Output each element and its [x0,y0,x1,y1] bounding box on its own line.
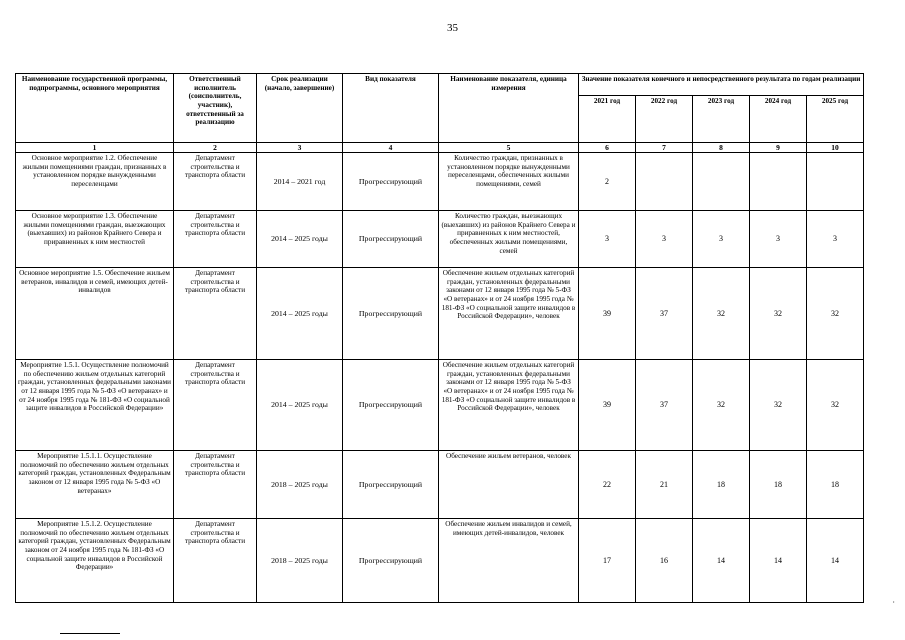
row-program-name: Основное мероприятие 1.3. Обеспечение жилыми помещениями граждан, выезжающих (выехавших) из районов Крайнего Севера и приравненных к ним местностей [16,211,174,268]
row-indicator-type: Прогрессирующий [343,519,439,603]
column-number: 2 [174,143,257,153]
header-period: Срок реализации (начало, завершение) [257,74,343,143]
column-number: 4 [343,143,439,153]
row-value [693,153,750,211]
row-indicator-type: Прогрессирующий [343,360,439,451]
header-year: 2025 год [807,96,864,143]
row-period: 2014 – 2025 годы [257,360,343,451]
row-indicator-type: Прогрессирующий [343,153,439,211]
indicators-table [15,73,864,603]
row-indicator-name: Обеспечение жильем отдельных категорий граждан, установленных федеральными законами от 12 января 1995 года № 5-ФЗ «О ветеранах» и от 24 ноября 1995 года № 181-ФЗ «О социальной защите инвалидов в Российской Федерации», человек [439,268,579,360]
column-number: 7 [636,143,693,153]
row-value: 3 [807,211,864,268]
row-value: 3 [636,211,693,268]
row-indicator-name: Обеспечение жильем ветеранов, человек [439,451,579,519]
header-values-group: Значение показателя конечного и непосредственного результата по годам реализации [579,74,864,96]
row-program-name: Основное мероприятие 1.2. Обеспечение жилыми помещениями граждан, признанных в установленном порядке вынужденными переселенцами [16,153,174,211]
row-indicator-name: Обеспечение жильем отдельных категорий граждан, установленных федеральными законами от 12 января 1995 года № 5-ФЗ «О ветеранах» и от 24 ноября 1995 года № 181-ФЗ «О социальной защите инвалидов в Российской Федерации», человек [439,360,579,451]
column-numbers-row [16,143,864,153]
row-period: 2014 – 2025 годы [257,268,343,360]
column-number: 8 [693,143,750,153]
row-value: 2 [579,153,636,211]
row-executor: Департамент строительства и транспорта области [174,268,257,360]
row-period: 2018 – 2025 годы [257,519,343,603]
row-value: 32 [807,360,864,451]
row-executor: Департамент строительства и транспорта области [174,360,257,451]
header-indicator-name: Наименование показателя, единица измерения [439,74,579,143]
row-value [807,153,864,211]
header-year: 2022 год [636,96,693,143]
row-value: 16 [636,519,693,603]
page-number: 35 [447,22,458,34]
column-number: 5 [439,143,579,153]
row-value: 18 [750,451,807,519]
column-number: 1 [16,143,174,153]
row-value: 37 [636,360,693,451]
column-number: 3 [257,143,343,153]
row-period: 2014 – 2021 год [257,153,343,211]
row-value: 3 [579,211,636,268]
row-value: 32 [693,360,750,451]
row-indicator-type: Прогрессирующий [343,451,439,519]
row-value: 39 [579,360,636,451]
header-year: 2024 год [750,96,807,143]
row-indicator-name: Количество граждан, признанных в установленном порядке вынужденными переселенцами, обеспеченных жилыми помещениями, семей [439,153,579,211]
page-footer-rule [60,633,120,634]
table-row [16,519,864,603]
row-program-name: Мероприятие 1.5.1. Осуществление полномочий по обеспечению жильем отдельных категорий граждан, установленных федеральными законами от 12 января 1995 года № 5-ФЗ «О ветеранах» и от 24 ноября 1995 года № 181-ФЗ «О социальной защите инвалидов в Российской Федерации» [16,360,174,451]
row-executor: Департамент строительства и транспорта области [174,211,257,268]
row-executor: Департамент строительства и транспорта области [174,519,257,603]
row-value [750,153,807,211]
table-row [16,451,864,519]
row-value: 21 [636,451,693,519]
header-program-name: Наименование государственной программы, подпрограммы, основного мероприятия [16,74,174,143]
row-executor: Департамент строительства и транспорта области [174,451,257,519]
row-value: 17 [579,519,636,603]
table-row [16,211,864,268]
row-value: 22 [579,451,636,519]
header-year: 2021 год [579,96,636,143]
header-year: 2023 год [693,96,750,143]
row-executor: Департамент строительства и транспорта области [174,153,257,211]
row-indicator-name: Обеспечение жильем инвалидов и семей, имеющих детей-инвалидов, человек [439,519,579,603]
row-value: 14 [693,519,750,603]
column-number: 9 [750,143,807,153]
row-program-name: Мероприятие 1.5.1.1. Осуществление полномочий по обеспечению жильем отдельных категорий граждан, установленных Федеральным законом от 12 января 1995 года № 5-ФЗ «О ветеранах» [16,451,174,519]
row-indicator-name: Количество граждан, выезжающих (выехавших) из районов Крайнего Севера и приравненных к ним местностей, обеспеченных жилыми помещениями, семей [439,211,579,268]
row-value: 14 [750,519,807,603]
header-executor: Ответственный исполнитель (соисполнитель, участник), ответственный за реализацию [174,74,257,143]
row-period: 2018 – 2025 годы [257,451,343,519]
row-indicator-type: Прогрессирующий [343,268,439,360]
row-value: 32 [693,268,750,360]
row-value: 37 [636,268,693,360]
header-indicator-type: Вид показателя [343,74,439,143]
column-number: 6 [579,143,636,153]
row-value: 14 [807,519,864,603]
table-row [16,268,864,360]
table-row [16,360,864,451]
row-program-name: Мероприятие 1.5.1.2. Осуществление полномочий по обеспечению жильем отдельных категорий граждан, установленных Федеральным законом от 24 ноября 1995 года № 181-ФЗ «О социальной защите инвалидов в Российской Федерации» [16,519,174,603]
row-value: 18 [693,451,750,519]
row-value: 32 [750,360,807,451]
row-value: 3 [693,211,750,268]
column-number: 10 [807,143,864,153]
margin-mark: · [892,598,895,607]
table-row [16,153,864,211]
row-value: 32 [807,268,864,360]
row-program-name: Основное мероприятие 1.5. Обеспечение жильем ветеранов, инвалидов и семей, имеющих детей-инвалидов [16,268,174,360]
row-value [636,153,693,211]
row-value: 3 [750,211,807,268]
row-value: 18 [807,451,864,519]
row-value: 32 [750,268,807,360]
row-period: 2014 – 2025 годы [257,211,343,268]
row-indicator-type: Прогрессирующий [343,211,439,268]
row-value: 39 [579,268,636,360]
